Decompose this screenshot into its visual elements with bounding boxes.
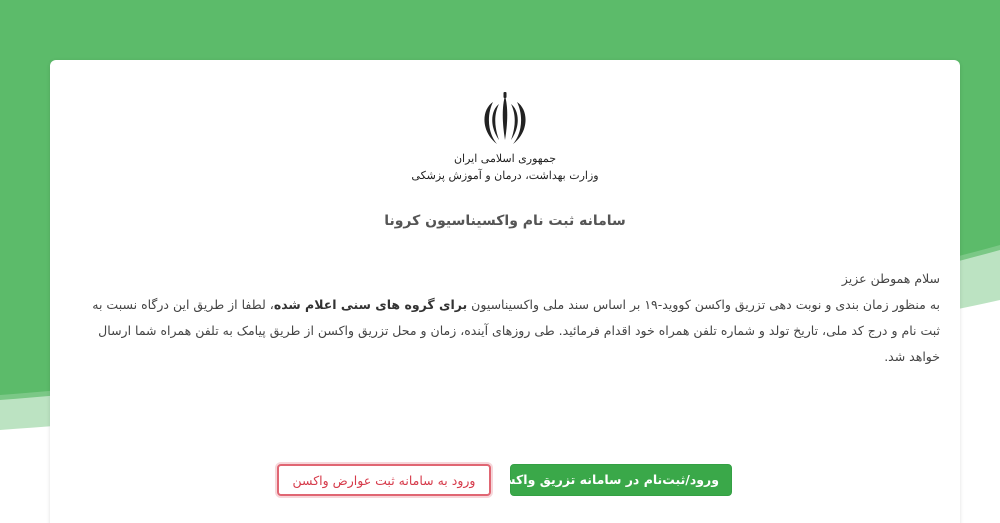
iran-emblem-icon xyxy=(477,92,533,148)
side-effects-login-button[interactable]: ورود به سامانه ثبت عوارض واکسن xyxy=(277,464,491,496)
instruction-part1: به منظور زمان بندی و نوبت دهی تزریق واکسن کووید-۱۹ بر اساس سند ملی واکسیناسیون xyxy=(467,297,940,312)
instruction-text xyxy=(70,292,940,370)
register-vaccination-button[interactable]: ورود/ثبت‌نام در سامانه تزریق واکسن xyxy=(510,464,732,496)
government-name: جمهوری اسلامی ایران xyxy=(453,152,557,165)
logo-block xyxy=(50,92,960,182)
instruction-part2: ، لطفا از طریق این درگاه نسبت به ثبت نام و درج کد ملی، تاریخ تولد و شماره تلفن همراه خود اقدام فرمائید. طی روزهای آینده، زمان و محل تزریق واکسن از طریق پیامک به تلفن همراه شما ارسال خواهد شد. xyxy=(92,297,940,364)
welcome-message xyxy=(70,266,940,370)
page-title: سامانه ثبت نام واکسیناسیون کرونا xyxy=(384,213,626,229)
greeting-text: سلام هموطن عزیز xyxy=(841,271,940,286)
main-card xyxy=(50,60,960,523)
instruction-bold: برای گروه های سنی اعلام شده xyxy=(273,297,468,312)
ministry-name: وزارت بهداشت، درمان و آموزش پزشکی xyxy=(411,169,599,182)
